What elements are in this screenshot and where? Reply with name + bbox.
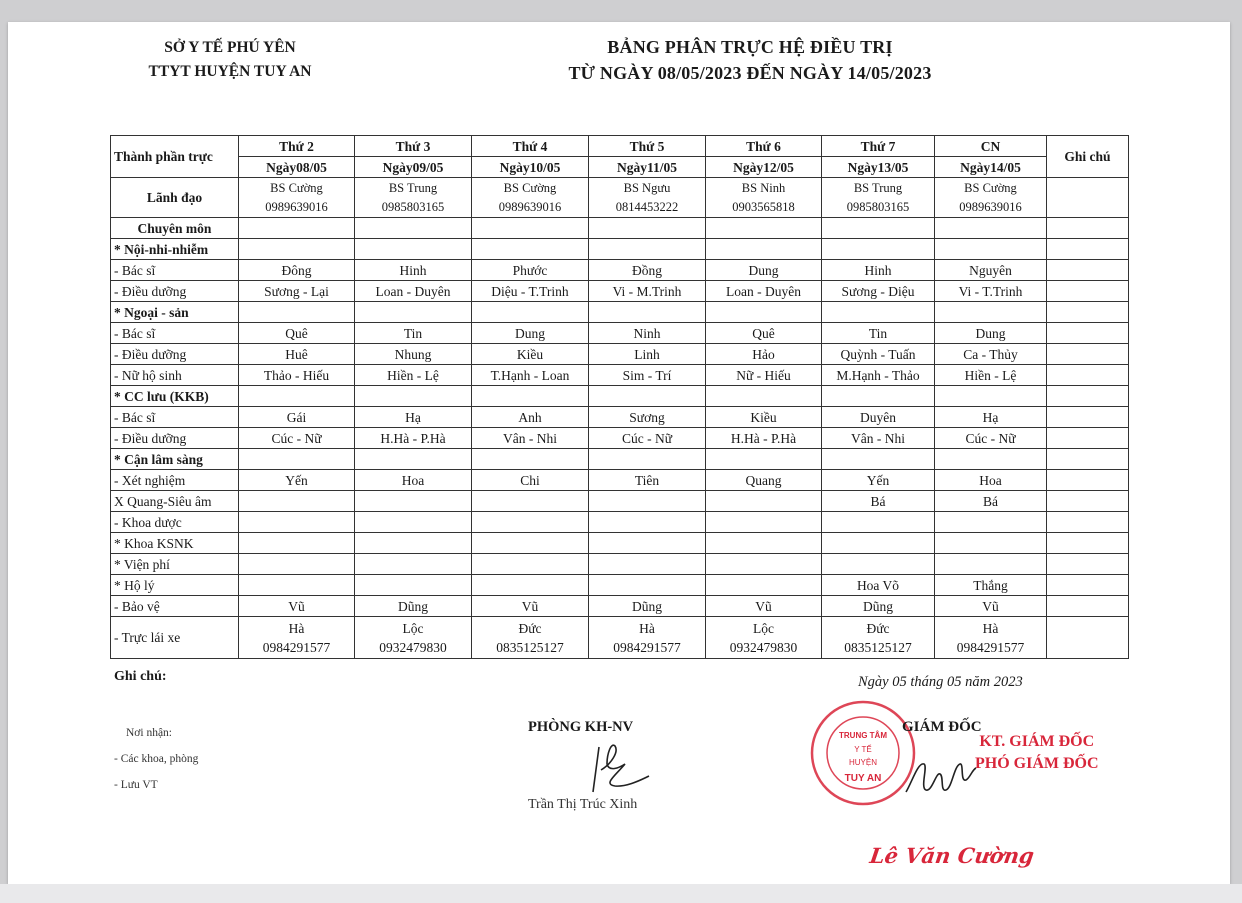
driver-cell <box>472 617 589 659</box>
notes-cell <box>1047 428 1129 449</box>
recipients-block <box>114 720 198 798</box>
duty-cell: Loan - Duyên <box>355 281 472 302</box>
day-header: Thứ 6 <box>706 136 822 157</box>
department-signer-name: Trần Thị Trúc Xinh <box>528 797 638 812</box>
empty-cell <box>355 512 472 533</box>
header-row <box>111 136 1129 157</box>
deputy-director-title <box>975 731 1099 775</box>
kt-line-1: KT. GIÁM ĐỐC <box>979 733 1095 750</box>
empty-cell <box>239 386 355 407</box>
duty-cell: Loan - Duyên <box>706 281 822 302</box>
driver-cell <box>589 617 706 659</box>
driver-cell <box>239 617 355 659</box>
duty-cell: Cúc - Nữ <box>589 428 706 449</box>
duty-cell: Bá <box>822 491 935 512</box>
empty-cell <box>472 218 589 239</box>
empty-cell <box>822 449 935 470</box>
duty-cell: Sương - Diệu <box>822 281 935 302</box>
row-label: - Bảo vệ <box>111 596 239 617</box>
duty-cell: Tin <box>355 323 472 344</box>
empty-cell <box>822 218 935 239</box>
notes-cell <box>1047 407 1129 428</box>
empty-cell <box>706 512 822 533</box>
duty-cell: H.Hà - P.Hà <box>706 428 822 449</box>
empty-cell <box>1047 302 1129 323</box>
duty-cell: Diệu - T.Trinh <box>472 281 589 302</box>
leader-cell <box>822 178 935 218</box>
date-header: Ngày12/05 <box>706 157 822 178</box>
duty-cell: Duyên <box>822 407 935 428</box>
cell-name: BS Cường <box>270 180 323 195</box>
empty-cell <box>822 533 935 554</box>
duty-cell <box>472 575 589 596</box>
row-label: - Xét nghiệm <box>111 470 239 491</box>
empty-cell <box>935 449 1047 470</box>
empty-cell <box>472 239 589 260</box>
empty-cell <box>822 386 935 407</box>
section-label: * Nội-nhi-nhiễm <box>111 239 239 260</box>
duty-cell: Vũ <box>472 596 589 617</box>
table-row <box>111 281 1129 302</box>
empty-cell <box>589 218 706 239</box>
row-label: - Điều dưỡng <box>111 428 239 449</box>
seal-line: HUYỆN <box>848 758 878 767</box>
duty-cell <box>706 575 822 596</box>
duty-cell <box>355 491 472 512</box>
title-line-2: TỪ NGÀY 08/05/2023 ĐẾN NGÀY 14/05/2023 <box>568 63 932 83</box>
cell-name: Lộc <box>753 620 774 636</box>
duty-cell: Vân - Nhi <box>472 428 589 449</box>
day-header: Thứ 7 <box>822 136 935 157</box>
leader-cell <box>472 178 589 218</box>
empty-cell <box>935 386 1047 407</box>
empty-cell <box>589 302 706 323</box>
row-label: - Điều dưỡng <box>111 281 239 302</box>
duty-cell: Gái <box>239 407 355 428</box>
empty-cell <box>355 449 472 470</box>
notes-cell <box>1047 596 1129 617</box>
empty-cell <box>706 218 822 239</box>
cell-name: Đức <box>518 620 542 636</box>
date-header: Ngày08/05 <box>239 157 355 178</box>
row-label: * Khoa KSNK <box>111 533 239 554</box>
empty-cell <box>355 239 472 260</box>
duty-cell: Dung <box>472 323 589 344</box>
duty-cell: Hảo <box>706 344 822 365</box>
leader-cell <box>589 178 706 218</box>
duty-cell: Sương - Lại <box>239 281 355 302</box>
table-row <box>111 512 1129 533</box>
cell-phone: 0932479830 <box>729 639 798 655</box>
section-row <box>111 302 1129 323</box>
cell-phone: 0814453222 <box>615 199 679 214</box>
duty-cell: Nguyên <box>935 260 1047 281</box>
duty-cell: Anh <box>472 407 589 428</box>
empty-cell <box>1047 386 1129 407</box>
row-label: - Nữ hộ sinh <box>111 365 239 386</box>
notes-label: Ghi chú: <box>114 669 167 684</box>
seal-line: TUY AN <box>844 773 882 784</box>
notes-cell <box>1047 281 1129 302</box>
empty-cell <box>355 554 472 575</box>
duty-cell: Nhung <box>355 344 472 365</box>
cell-phone: 0903565818 <box>732 199 795 214</box>
section-row <box>111 239 1129 260</box>
row-label: - Bác sĩ <box>111 407 239 428</box>
empty-cell <box>239 218 355 239</box>
section-row <box>111 386 1129 407</box>
duty-cell: Ca - Thủy <box>935 344 1047 365</box>
duty-cell: Phước <box>472 260 589 281</box>
row-label: * Hộ lý <box>111 575 239 596</box>
leader-row <box>111 178 1129 218</box>
cell-phone: 0984291577 <box>956 639 1025 655</box>
duty-cell: Sim - Trí <box>589 365 706 386</box>
cell-name: BS Cường <box>503 180 557 195</box>
duty-cell: Yến <box>239 470 355 491</box>
empty-cell <box>1047 449 1129 470</box>
duty-cell: Quê <box>239 323 355 344</box>
duty-cell: Huê <box>239 344 355 365</box>
duty-cell: Đồng <box>589 260 706 281</box>
duty-cell: Vi - T.Trinh <box>935 281 1047 302</box>
empty-cell <box>1047 218 1129 239</box>
table-row <box>111 407 1129 428</box>
day-header: Thứ 2 <box>239 136 355 157</box>
date-header: Ngày11/05 <box>589 157 706 178</box>
duty-cell: Nữ - Hiếu <box>706 365 822 386</box>
duty-cell: T.Hạnh - Loan <box>472 365 589 386</box>
section-label: Chuyên môn <box>111 218 239 239</box>
corner-header: Thành phần trực <box>111 136 239 178</box>
empty-cell <box>589 386 706 407</box>
date-header: Ngày10/05 <box>472 157 589 178</box>
organization-header <box>110 36 350 84</box>
cell-phone: 0835125127 <box>844 639 912 655</box>
duty-cell: Đông <box>239 260 355 281</box>
leader-cell <box>935 178 1047 218</box>
section-row <box>111 449 1129 470</box>
seal-line: Y TẾ <box>854 745 872 754</box>
row-label: Lãnh đạo <box>111 178 239 218</box>
empty-cell <box>239 533 355 554</box>
duty-cell: Dung <box>706 260 822 281</box>
duty-cell: Vi - M.Trinh <box>589 281 706 302</box>
empty-cell <box>472 449 589 470</box>
kt-line-2: PHÓ GIÁM ĐỐC <box>975 755 1099 772</box>
notes-cell <box>1047 533 1129 554</box>
department-signature <box>585 742 655 802</box>
notes-cell <box>1047 323 1129 344</box>
notes-cell <box>1047 491 1129 512</box>
duty-cell: Quang <box>706 470 822 491</box>
section-label: * Ngoại - sản <box>111 302 239 323</box>
notes-cell <box>1047 365 1129 386</box>
duty-cell <box>355 575 472 596</box>
table-row <box>111 575 1129 596</box>
duty-cell: Quỳnh - Tuấn <box>822 344 935 365</box>
empty-cell <box>355 302 472 323</box>
table-row <box>111 533 1129 554</box>
empty-cell <box>706 533 822 554</box>
director-title: GIÁM ĐỐC <box>902 719 982 735</box>
empty-cell <box>589 239 706 260</box>
empty-cell <box>472 554 589 575</box>
cell-phone: 0985803165 <box>846 199 910 214</box>
empty-cell <box>706 554 822 575</box>
day-header: Thứ 4 <box>472 136 589 157</box>
empty-cell <box>239 239 355 260</box>
empty-cell <box>472 386 589 407</box>
empty-cell <box>355 386 472 407</box>
empty-cell <box>935 554 1047 575</box>
cell-name: Hà <box>639 620 655 636</box>
row-label: - Trực lái xe <box>111 617 239 659</box>
row-label: - Bác sĩ <box>111 323 239 344</box>
empty-cell <box>355 218 472 239</box>
duty-cell: Hiền - Lệ <box>355 365 472 386</box>
leader-cell <box>239 178 355 218</box>
duty-cell: Dũng <box>355 596 472 617</box>
duty-cell: Tiên <box>589 470 706 491</box>
empty-cell <box>1047 239 1129 260</box>
empty-cell <box>355 533 472 554</box>
cell-name: BS Cường <box>964 180 1017 195</box>
date-header: Ngày09/05 <box>355 157 472 178</box>
empty-cell <box>239 302 355 323</box>
duty-cell <box>706 491 822 512</box>
row-label: - Bác sĩ <box>111 260 239 281</box>
empty-cell <box>935 533 1047 554</box>
notes-cell <box>1047 260 1129 281</box>
notes-cell <box>1047 575 1129 596</box>
row-label: X Quang-Siêu âm <box>111 491 239 512</box>
empty-cell <box>239 554 355 575</box>
date-header: Ngày13/05 <box>822 157 935 178</box>
table-row <box>111 470 1129 491</box>
empty-cell <box>472 533 589 554</box>
page-bottom-shadow <box>0 884 1242 903</box>
duty-cell: Thảo - Hiếu <box>239 365 355 386</box>
cell-name: Hà <box>288 620 305 636</box>
duty-cell: Cúc - Nữ <box>239 428 355 449</box>
director-name: Lê Văn Cường <box>868 843 1036 868</box>
title-line-1: BẢNG PHÂN TRỰC HỆ ĐIỀU TRỊ <box>607 37 893 57</box>
cell-name: Đức <box>866 620 890 636</box>
cell-phone: 0932479830 <box>379 639 447 655</box>
recipients-title: Nơi nhận: <box>126 727 173 739</box>
cell-name: BS Trung <box>853 180 903 195</box>
duty-cell: Quê <box>706 323 822 344</box>
driver-cell <box>822 617 935 659</box>
duty-roster-table <box>110 135 1129 659</box>
duty-cell: Ninh <box>589 323 706 344</box>
cell-name: BS Trung <box>388 180 438 195</box>
day-header: CN <box>935 136 1047 157</box>
empty-cell <box>935 218 1047 239</box>
duty-cell <box>239 575 355 596</box>
duty-cell: Hiền - Lệ <box>935 365 1047 386</box>
duty-cell: Vân - Nhi <box>822 428 935 449</box>
cell-phone: 0989639016 <box>498 199 562 214</box>
duty-cell: Tin <box>822 323 935 344</box>
empty-cell <box>589 449 706 470</box>
empty-cell <box>589 533 706 554</box>
row-label: - Điều dưỡng <box>111 344 239 365</box>
department-title: PHÒNG KH-NV <box>528 719 634 735</box>
cell-name: BS Ninh <box>741 180 786 195</box>
empty-cell <box>589 554 706 575</box>
cell-name: Lộc <box>402 620 424 636</box>
driver-row <box>111 617 1129 659</box>
duty-cell <box>589 575 706 596</box>
recipient-item: - Lưu VT <box>114 779 158 791</box>
duty-cell: Thắng <box>935 575 1047 596</box>
duty-cell: Vũ <box>239 596 355 617</box>
cell-phone: 0835125127 <box>496 639 564 655</box>
notes-cell <box>1047 617 1129 659</box>
table-row <box>111 323 1129 344</box>
duty-cell: Chi <box>472 470 589 491</box>
empty-cell <box>822 512 935 533</box>
notes-cell <box>1047 512 1129 533</box>
cell-phone: 0989639016 <box>959 199 1022 214</box>
duty-cell: H.Hà - P.Hà <box>355 428 472 449</box>
org-line-1: SỞ Y TẾ PHÚ YÊN <box>164 39 296 56</box>
table-row <box>111 260 1129 281</box>
table-row <box>111 365 1129 386</box>
section-row <box>111 218 1129 239</box>
empty-cell <box>822 239 935 260</box>
empty-cell <box>822 554 935 575</box>
section-label: * Cận lâm sàng <box>111 449 239 470</box>
duty-cell: Linh <box>589 344 706 365</box>
empty-cell <box>935 239 1047 260</box>
leader-cell <box>706 178 822 218</box>
duty-cell <box>472 491 589 512</box>
empty-cell <box>706 449 822 470</box>
table-row <box>111 428 1129 449</box>
seal-line: TRUNG TÂM <box>839 731 887 740</box>
table-row <box>111 344 1129 365</box>
driver-cell <box>935 617 1047 659</box>
driver-cell <box>355 617 472 659</box>
duty-cell: Sương <box>589 407 706 428</box>
document-title <box>500 34 1000 86</box>
signing-date: Ngày 05 tháng 05 năm 2023 <box>858 674 1023 690</box>
empty-cell <box>706 239 822 260</box>
empty-cell <box>472 512 589 533</box>
cell-phone: 0984291577 <box>262 639 331 655</box>
duty-cell: Kiều <box>472 344 589 365</box>
row-label: * Viện phí <box>111 554 239 575</box>
empty-cell <box>239 449 355 470</box>
cell-name: Hà <box>982 620 999 636</box>
notes-cell <box>1047 344 1129 365</box>
empty-cell <box>706 302 822 323</box>
empty-cell <box>472 302 589 323</box>
cell-phone: 0989639016 <box>265 199 328 214</box>
header-date-row <box>111 157 1129 178</box>
date-header: Ngày14/05 <box>935 157 1047 178</box>
empty-cell <box>239 512 355 533</box>
org-line-2: TTYT HUYỆN TUY AN <box>148 63 312 80</box>
duty-cell: Hinh <box>355 260 472 281</box>
duty-cell <box>239 491 355 512</box>
notes-cell <box>1047 554 1129 575</box>
cell-phone: 0984291577 <box>613 639 681 655</box>
empty-cell <box>589 512 706 533</box>
duty-cell: Cúc - Nữ <box>935 428 1047 449</box>
cell-phone: 0985803165 <box>381 199 445 214</box>
duty-cell: Dũng <box>589 596 706 617</box>
notes-cell <box>1047 470 1129 491</box>
table-row <box>111 491 1129 512</box>
empty-cell <box>935 302 1047 323</box>
day-header: Thứ 3 <box>355 136 472 157</box>
duty-cell: Hoa Võ <box>822 575 935 596</box>
duty-cell: Bá <box>935 491 1047 512</box>
duty-cell: Hạ <box>355 407 472 428</box>
duty-cell: Dung <box>935 323 1047 344</box>
leader-cell <box>355 178 472 218</box>
recipient-item: - Các khoa, phòng <box>114 753 199 765</box>
empty-cell <box>935 512 1047 533</box>
empty-cell <box>822 302 935 323</box>
table-row <box>111 554 1129 575</box>
duty-cell: Vũ <box>706 596 822 617</box>
notes-cell <box>1047 178 1129 218</box>
duty-cell: Vũ <box>935 596 1047 617</box>
duty-cell: Kiều <box>706 407 822 428</box>
duty-cell: Hoa <box>355 470 472 491</box>
cell-name: BS Ngưu <box>623 180 671 195</box>
section-label: * CC lưu (KKB) <box>111 386 239 407</box>
director-signature <box>900 752 980 807</box>
duty-cell <box>589 491 706 512</box>
duty-cell: Dũng <box>822 596 935 617</box>
row-label: - Khoa dược <box>111 512 239 533</box>
duty-cell: Hinh <box>822 260 935 281</box>
driver-cell <box>706 617 822 659</box>
duty-cell: Hoa <box>935 470 1047 491</box>
duty-cell: Yến <box>822 470 935 491</box>
table-row <box>111 596 1129 617</box>
duty-cell: M.Hạnh - Thảo <box>822 365 935 386</box>
day-header: Thứ 5 <box>589 136 706 157</box>
notes-column-header: Ghi chú <box>1047 136 1129 178</box>
empty-cell <box>706 386 822 407</box>
duty-cell: Hạ <box>935 407 1047 428</box>
